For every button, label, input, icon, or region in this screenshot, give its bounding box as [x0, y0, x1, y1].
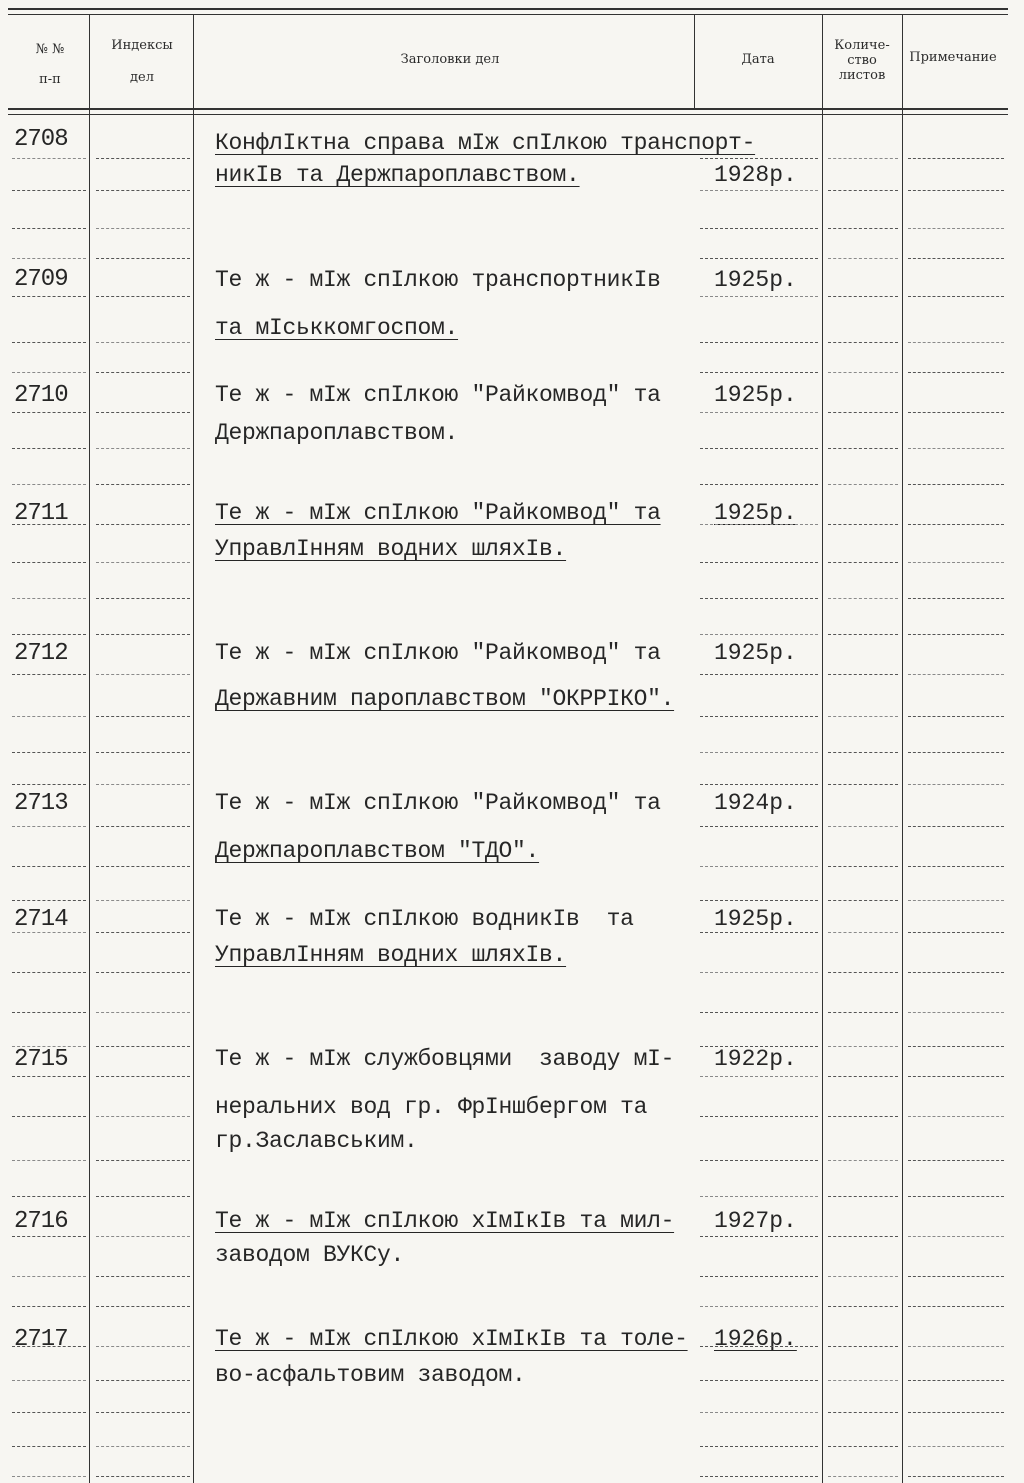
- ruled-line: [828, 562, 898, 563]
- row-2712-number: 2712: [14, 640, 68, 667]
- row-2708-number: 2708: [14, 126, 68, 153]
- ruled-line: [908, 562, 1004, 563]
- ruled-line: [96, 784, 190, 785]
- ruled-line: [908, 716, 1004, 717]
- ruled-line: [12, 1306, 86, 1307]
- top-rule: [8, 8, 1008, 10]
- ruled-line: [96, 900, 190, 901]
- ruled-line: [700, 1306, 818, 1307]
- ruled-line: [828, 1160, 898, 1161]
- ruled-line: [828, 448, 898, 449]
- ruled-line: [700, 1276, 818, 1277]
- ruled-line: [96, 190, 190, 191]
- ruled-line: [700, 826, 818, 827]
- ruled-line: [700, 752, 818, 753]
- ruled-line: [908, 448, 1004, 449]
- ruled-line: [828, 412, 898, 413]
- ruled-line: [908, 1160, 1004, 1161]
- ruled-line: [12, 158, 86, 159]
- header-bottom-rule: [8, 108, 1008, 110]
- ruled-line: [828, 342, 898, 343]
- ruled-line: [12, 1196, 86, 1197]
- ruled-line: [908, 1236, 1004, 1237]
- ruled-line: [828, 1412, 898, 1413]
- row-2716-number: 2716: [14, 1208, 68, 1235]
- row-2709-title-line-1: Те ж - мIж спIлкою транспортникIв: [215, 267, 661, 293]
- row-2717-title-line-1: Те ж - мIж спIлкою хIмIкIв та толе-: [215, 1326, 688, 1352]
- ruled-line: [12, 1380, 86, 1381]
- ruled-line: [828, 1046, 898, 1047]
- ruled-line: [700, 866, 818, 867]
- row-2713-date: 1924р.: [714, 790, 797, 816]
- ruled-line: [828, 1076, 898, 1077]
- col-sep-2: [193, 14, 194, 1483]
- ruled-line: [700, 1236, 818, 1237]
- header-number: [12, 42, 88, 88]
- ruled-line: [12, 1446, 86, 1447]
- ruled-line: [96, 1276, 190, 1277]
- row-2712-title-line-2: Державним пароплавством "ОКРРIКО".: [215, 686, 675, 712]
- row-2712-date: 1925р.: [714, 640, 797, 666]
- ruled-line: [96, 1380, 190, 1381]
- ruled-line: [700, 448, 818, 449]
- ruled-line: [12, 674, 86, 675]
- col-sep-1: [89, 14, 90, 1483]
- ruled-line: [96, 752, 190, 753]
- row-2710-title-line-2: Держпароплавством.: [215, 420, 459, 446]
- ruled-line: [96, 598, 190, 599]
- ruled-line: [96, 524, 190, 525]
- row-2716-title-line-1: Те ж - мIж спIлкою хIмIкIв та мил-: [215, 1208, 675, 1234]
- ruled-line: [700, 1412, 818, 1413]
- ruled-line: [908, 158, 1004, 159]
- ruled-line: [828, 1346, 898, 1347]
- header-count-line-1: Количе-: [834, 38, 890, 53]
- ruled-line: [908, 190, 1004, 191]
- row-2715-number: 2715: [14, 1046, 68, 1073]
- ruled-line: [908, 866, 1004, 867]
- ruled-line: [12, 1076, 86, 1077]
- ruled-line: [828, 1196, 898, 1197]
- ruled-line: [700, 674, 818, 675]
- row-2713-title-line-1: Те ж - мIж спIлкою "Райкомвод" та: [215, 790, 661, 816]
- row-2714-date: 1925р.: [714, 906, 797, 932]
- ruled-line: [96, 674, 190, 675]
- ruled-line: [96, 1012, 190, 1013]
- ruled-line: [12, 562, 86, 563]
- header-sheet-count: [822, 38, 902, 83]
- ruled-line: [828, 598, 898, 599]
- ruled-line: [700, 1196, 818, 1197]
- ruled-line: [12, 1346, 86, 1347]
- ruled-line: [908, 972, 1004, 973]
- ruled-line: [828, 484, 898, 485]
- ruled-line: [12, 1160, 86, 1161]
- ruled-line: [700, 1076, 818, 1077]
- row-2711-title-line-2: УправлIнням водних шляхIв.: [215, 536, 567, 562]
- ruled-line: [828, 296, 898, 297]
- ruled-line: [828, 716, 898, 717]
- ruled-line: [700, 716, 818, 717]
- ruled-line: [828, 1446, 898, 1447]
- ruled-line: [828, 900, 898, 901]
- ruled-line: [908, 598, 1004, 599]
- ruled-line: [908, 932, 1004, 933]
- ruled-line: [96, 158, 190, 159]
- ruled-line: [12, 1276, 86, 1277]
- row-2717-title-line-2: во-асфальтовим заводом.: [215, 1362, 526, 1388]
- row-2709-number: 2709: [14, 266, 68, 293]
- ruled-line: [700, 1116, 818, 1117]
- ruled-line: [700, 484, 818, 485]
- row-2715-title-line-2: неральних вод гр. ФрIншбергом та: [215, 1094, 648, 1120]
- ruled-line: [96, 448, 190, 449]
- ruled-line: [908, 1046, 1004, 1047]
- ruled-line: [96, 1116, 190, 1117]
- header-count-line-2: ство: [847, 53, 877, 68]
- ruled-line: [700, 784, 818, 785]
- row-2710-date: 1925р.: [714, 382, 797, 408]
- ruled-line: [908, 1306, 1004, 1307]
- row-2709-title-line-2: та мIськкомгоспом.: [215, 315, 459, 341]
- ruled-line: [700, 258, 818, 259]
- ruled-line: [12, 784, 86, 785]
- ruled-line: [12, 448, 86, 449]
- ruled-line: [700, 932, 818, 933]
- ruled-line: [700, 1046, 818, 1047]
- row-2711-title-line-1: Те ж - мIж спIлкою "Райкомвод" та: [215, 500, 661, 526]
- ruled-line: [12, 1476, 86, 1477]
- ruled-line: [700, 1446, 818, 1447]
- ruled-line: [908, 674, 1004, 675]
- ruled-line: [908, 296, 1004, 297]
- ruled-line: [12, 190, 86, 191]
- ruled-line: [700, 190, 818, 191]
- ruled-line: [700, 972, 818, 973]
- header-bottom-rule-2: [8, 114, 1008, 115]
- ruled-line: [908, 900, 1004, 901]
- header-index-bottom: дел: [130, 70, 154, 85]
- ruled-line: [908, 1446, 1004, 1447]
- ruled-line: [828, 158, 898, 159]
- ruled-line: [12, 412, 86, 413]
- ruled-line: [908, 258, 1004, 259]
- ruled-line: [828, 1476, 898, 1477]
- ruled-line: [828, 190, 898, 191]
- row-2710-number: 2710: [14, 382, 68, 409]
- ruled-line: [96, 972, 190, 973]
- ruled-line: [12, 716, 86, 717]
- ruled-line: [96, 866, 190, 867]
- ruled-line: [828, 258, 898, 259]
- ruled-line: [908, 524, 1004, 525]
- ruled-line: [96, 1476, 190, 1477]
- ruled-line: [96, 228, 190, 229]
- ruled-line: [700, 1380, 818, 1381]
- ruled-line: [12, 1046, 86, 1047]
- ruled-line: [12, 258, 86, 259]
- header-index-top: Индексы: [111, 38, 173, 53]
- ruled-line: [12, 342, 86, 343]
- ruled-line: [12, 1412, 86, 1413]
- row-2715-title-line-3: гр.Заславським.: [215, 1128, 418, 1154]
- row-2709-date: 1925р.: [714, 267, 797, 293]
- ruled-line: [12, 932, 86, 933]
- row-2711-date: 1925р.: [714, 500, 797, 526]
- ruled-line: [700, 1476, 818, 1477]
- header-top-rule: [8, 14, 1008, 15]
- ruled-line: [12, 1236, 86, 1237]
- row-2715-date: 1922р.: [714, 1046, 797, 1072]
- row-2708-date: 1928р.: [714, 162, 797, 188]
- ruled-line: [96, 1160, 190, 1161]
- row-2712-title-line-1: Те ж - мIж спIлкою "Райкомвод" та: [215, 640, 661, 666]
- ruled-line: [700, 412, 818, 413]
- ruled-line: [828, 1236, 898, 1237]
- ruled-line: [828, 674, 898, 675]
- ruled-line: [908, 1012, 1004, 1013]
- col-sep-5: [902, 14, 903, 1483]
- ruled-line: [12, 972, 86, 973]
- ruled-line: [908, 1476, 1004, 1477]
- ruled-line: [96, 258, 190, 259]
- row-2716-date: 1927р.: [714, 1208, 797, 1234]
- ruled-line: [12, 1012, 86, 1013]
- ruled-line: [12, 296, 86, 297]
- ruled-line: [700, 562, 818, 563]
- ruled-line: [700, 372, 818, 373]
- ruled-line: [700, 342, 818, 343]
- ruled-line: [96, 1446, 190, 1447]
- ruled-line: [700, 524, 818, 525]
- ruled-line: [12, 866, 86, 867]
- ruled-line: [96, 716, 190, 717]
- ruled-line: [828, 784, 898, 785]
- ruled-line: [908, 484, 1004, 485]
- ruled-line: [908, 1276, 1004, 1277]
- row-2711-number: 2711: [14, 500, 68, 527]
- ruled-line: [96, 1196, 190, 1197]
- ruled-line: [828, 866, 898, 867]
- header-note: Примечание: [909, 50, 997, 65]
- row-2714-title-line-2: УправлIнням водних шляхIв.: [215, 942, 567, 968]
- ruled-line: [908, 342, 1004, 343]
- ruled-line: [828, 826, 898, 827]
- ruled-line: [12, 1116, 86, 1117]
- ruled-line: [700, 1160, 818, 1161]
- ruled-line: [700, 900, 818, 901]
- ruled-line: [96, 372, 190, 373]
- ruled-line: [828, 1306, 898, 1307]
- ruled-line: [96, 634, 190, 635]
- ruled-line: [908, 634, 1004, 635]
- ruled-line: [828, 752, 898, 753]
- row-2713-number: 2713: [14, 790, 68, 817]
- header-count-line-3: листов: [838, 68, 886, 83]
- row-2717-date: 1926р.: [714, 1326, 797, 1352]
- ruled-line: [908, 784, 1004, 785]
- ruled-line: [908, 1346, 1004, 1347]
- ruled-line: [700, 598, 818, 599]
- col-sep-4: [822, 14, 823, 1483]
- ruled-line: [12, 228, 86, 229]
- header-index: [92, 38, 192, 86]
- ruled-line: [96, 412, 190, 413]
- ruled-line: [12, 598, 86, 599]
- ruled-line: [908, 752, 1004, 753]
- row-2717-number: 2717: [14, 1326, 68, 1353]
- ruled-line: [908, 1076, 1004, 1077]
- ruled-line: [96, 1046, 190, 1047]
- ruled-line: [908, 1412, 1004, 1413]
- ruled-line: [96, 562, 190, 563]
- ruled-line: [12, 524, 86, 525]
- ruled-line: [12, 900, 86, 901]
- row-2715-title-line-1: Те ж - мIж службовцями заводу мI-: [215, 1046, 675, 1072]
- ruled-line: [96, 1306, 190, 1307]
- header-number-top: № №: [35, 42, 65, 57]
- ruled-line: [828, 372, 898, 373]
- header-number-bottom: п-п: [39, 72, 61, 87]
- col-sep-3: [694, 14, 695, 110]
- ruled-line: [12, 752, 86, 753]
- ruled-line: [96, 342, 190, 343]
- ruled-line: [828, 1012, 898, 1013]
- ruled-line: [700, 1346, 818, 1347]
- ruled-line: [700, 228, 818, 229]
- row-2714-title-line-1: Те ж - мIж спIлкою водникIв та: [215, 906, 634, 932]
- ruled-line: [700, 634, 818, 635]
- ruled-line: [96, 296, 190, 297]
- ruled-line: [96, 1076, 190, 1077]
- ruled-line: [12, 634, 86, 635]
- ruled-line: [700, 296, 818, 297]
- header-date: Дата: [741, 52, 775, 67]
- row-2716-title-line-2: заводом ВУКСу.: [215, 1242, 405, 1268]
- ruled-line: [828, 1116, 898, 1117]
- ruled-line: [908, 412, 1004, 413]
- ruled-line: [96, 826, 190, 827]
- ruled-line: [828, 932, 898, 933]
- ruled-line: [828, 1380, 898, 1381]
- ruled-line: [828, 524, 898, 525]
- ruled-line: [96, 932, 190, 933]
- row-2710-title-line-1: Те ж - мIж спIлкою "Райкомвод" та: [215, 382, 661, 408]
- row-2708-title-line-1: КонфлIктна справа мIж спIлкою транспорт-: [215, 130, 756, 156]
- ruled-line: [908, 1116, 1004, 1117]
- ruled-line: [12, 484, 86, 485]
- ruled-line: [908, 372, 1004, 373]
- row-2713-title-line-2: Держпароплавством "ТДО".: [215, 838, 540, 864]
- ruled-line: [908, 1380, 1004, 1381]
- ruled-line: [700, 1012, 818, 1013]
- ruled-line: [828, 972, 898, 973]
- row-2714-number: 2714: [14, 906, 68, 933]
- ruled-line: [828, 1276, 898, 1277]
- ruled-line: [96, 1346, 190, 1347]
- ruled-line: [96, 484, 190, 485]
- ruled-line: [908, 1196, 1004, 1197]
- ruled-line: [96, 1236, 190, 1237]
- ruled-line: [908, 826, 1004, 827]
- ruled-line: [828, 228, 898, 229]
- ruled-line: [96, 1412, 190, 1413]
- header-title: Заголовки дел: [400, 52, 500, 67]
- ruled-line: [908, 228, 1004, 229]
- ruled-line: [828, 634, 898, 635]
- ruled-line: [12, 826, 86, 827]
- ruled-line: [12, 372, 86, 373]
- ruled-line: [700, 158, 818, 159]
- row-2708-title-line-2: никIв та Держпароплавством.: [215, 162, 580, 188]
